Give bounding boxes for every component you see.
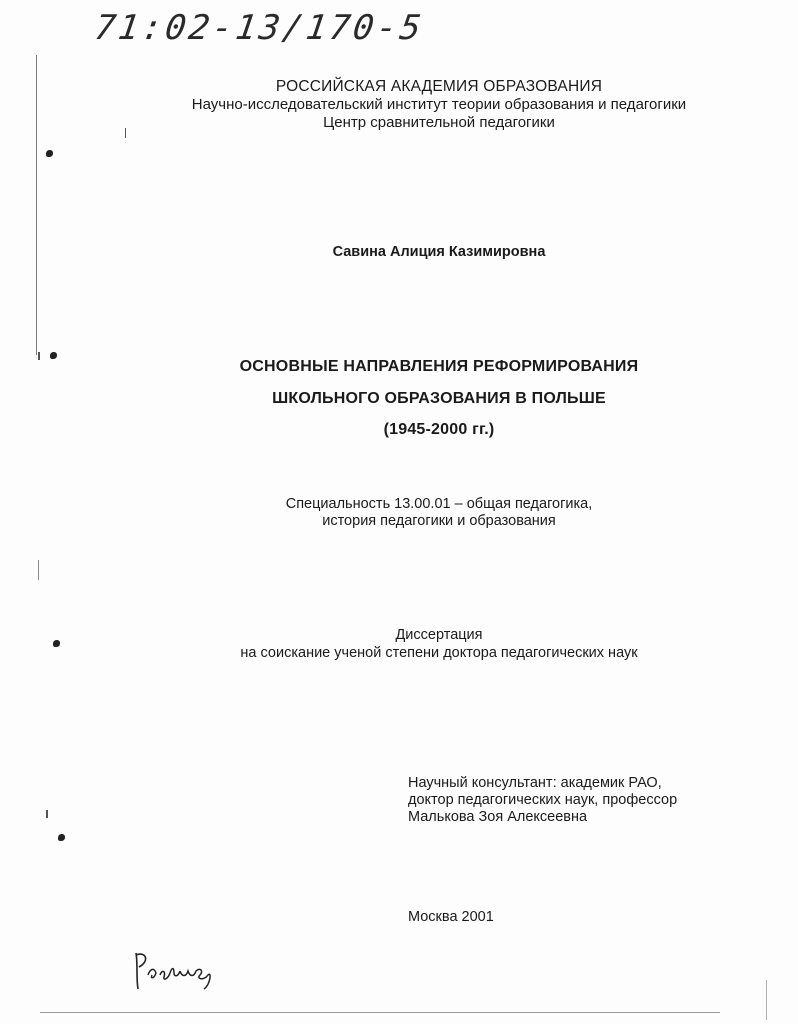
title-years: (1945-2000 гг.)	[383, 421, 495, 438]
binding-hole-mark	[58, 834, 65, 841]
scan-right-line	[766, 980, 767, 1020]
dissertation-label: Диссертация	[395, 627, 483, 643]
scan-margin-mark	[38, 560, 39, 580]
author-name: Савина Алиция Казимировна	[332, 244, 546, 260]
handwritten-signature	[130, 945, 220, 995]
archive-code: 71:02-13/170-5	[92, 8, 427, 48]
title-line-2: ШКОЛЬНОГО ОБРАЗОВАНИЯ В ПОЛЬШЕ	[272, 390, 606, 407]
institute-name: Научно-исследовательский институт теории образования и педагогики	[191, 96, 687, 113]
scan-bottom-line	[40, 1012, 720, 1013]
consultant-name: Малькова Зоя Алексеевна	[408, 809, 588, 825]
consultant-line-1: Научный консультант: академик РАО,	[408, 775, 662, 791]
specialty-line-1: Специальность 13.00.01 – общая педагогика,	[285, 496, 593, 512]
degree-description: на соискание ученой степени доктора педагогических наук	[240, 645, 638, 661]
scan-tick-mark	[46, 810, 48, 818]
consultant-line-2: доктор педагогических наук, профессор	[408, 792, 678, 808]
organization-name: РОССИЙСКАЯ АКАДЕМИЯ ОБРАЗОВАНИЯ	[275, 78, 603, 95]
title-line-1: ОСНОВНЫЕ НАПРАВЛЕНИЯ РЕФОРМИРОВАНИЯ	[239, 358, 639, 375]
center-name: Центр сравнительной педагогики	[323, 114, 555, 131]
specialty-line-2: история педагогики и образования	[322, 513, 556, 529]
binding-hole-mark	[46, 150, 53, 157]
city-year: Москва 2001	[408, 909, 494, 925]
